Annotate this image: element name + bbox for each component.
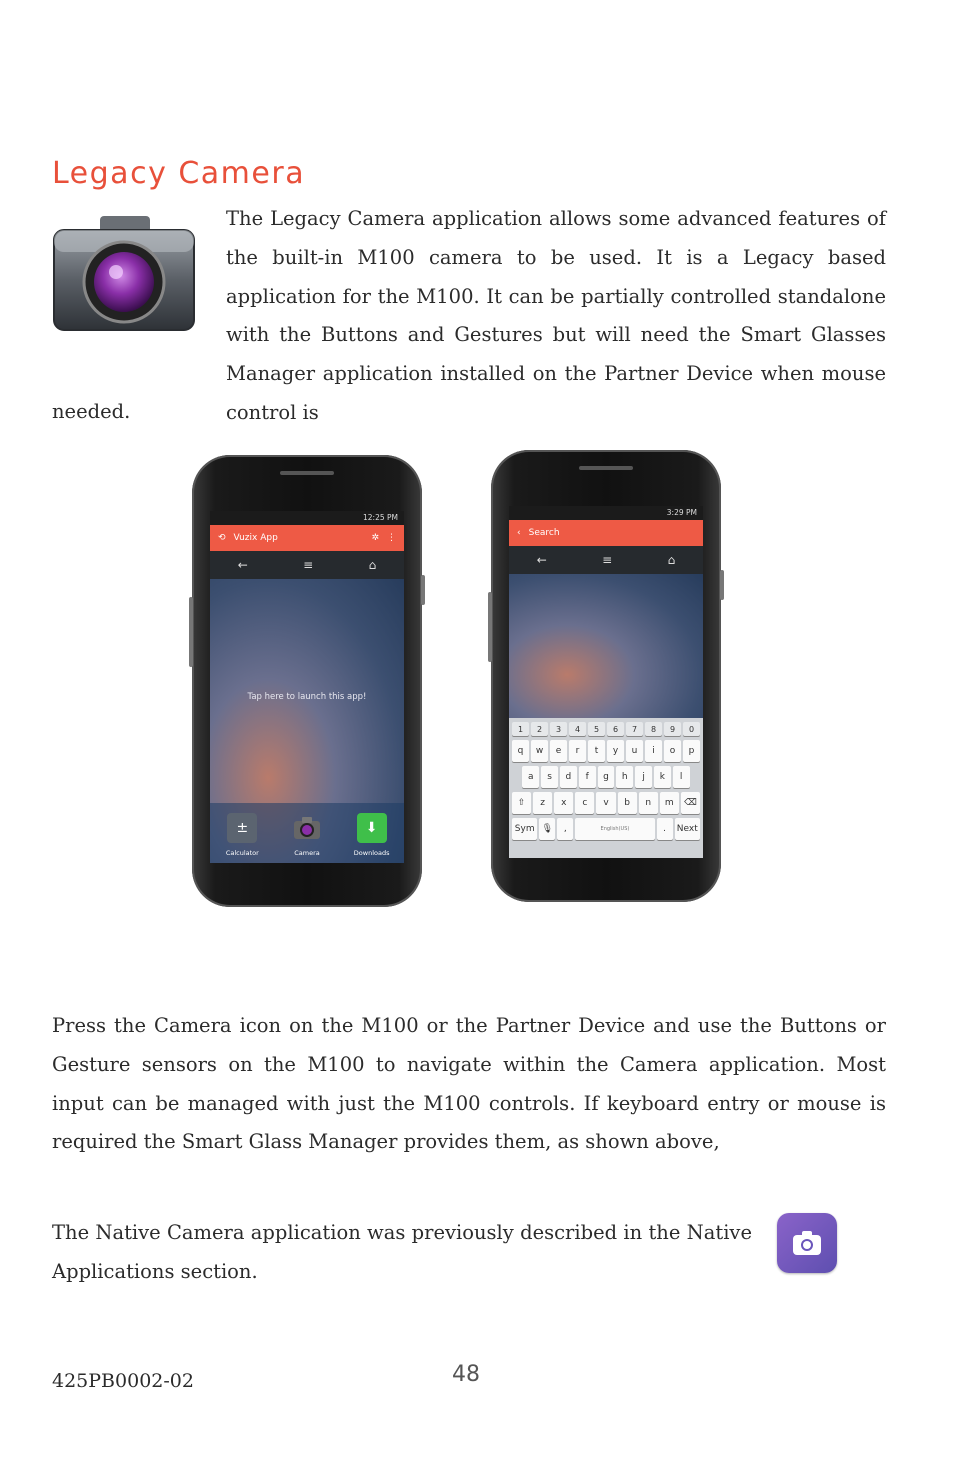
intro-paragraph-tail: needed. (52, 400, 131, 423)
keyboard-bottom-row (512, 818, 700, 840)
dock-app-label: Calculator (225, 849, 259, 857)
keyboard-key[interactable]: m (660, 792, 679, 814)
comma-key[interactable]: , (557, 818, 573, 840)
calculator-icon: ± (227, 813, 257, 843)
download-icon: ⬇ (357, 813, 387, 843)
keyboard-key[interactable]: n (639, 792, 658, 814)
camera-glyph-icon (792, 1230, 822, 1256)
volume-button (488, 592, 492, 662)
page-number: 48 (452, 1362, 480, 1387)
app-dock (210, 803, 404, 863)
app-title: Search (528, 528, 560, 538)
keyboard-key[interactable]: 6 (607, 722, 624, 736)
native-camera-icon (777, 1213, 837, 1273)
nav-bar (509, 546, 703, 574)
keyboard-key[interactable]: 2 (531, 722, 548, 736)
keyboard-key[interactable]: e (550, 740, 567, 762)
menu-icon[interactable]: ≡ (303, 558, 314, 572)
back-chevron-icon[interactable]: ‹ (517, 528, 521, 538)
keyboard-key[interactable]: 9 (664, 722, 681, 736)
keyboard-key[interactable]: u (626, 740, 643, 762)
sym-key[interactable]: Sym (512, 818, 537, 840)
keyboard-key[interactable]: d (560, 766, 577, 788)
volume-button (189, 597, 193, 667)
status-bar (509, 506, 703, 520)
document-number: 425PB0002-02 (52, 1370, 194, 1392)
settings-icon[interactable]: ✲ (371, 533, 379, 543)
keyboard-key[interactable]: 3 (550, 722, 567, 736)
mic-key-icon[interactable]: 🎙 (539, 818, 555, 840)
keyboard-key[interactable]: a (522, 766, 539, 788)
dock-app-downloads[interactable] (347, 813, 397, 857)
keyboard-key[interactable]: w (531, 740, 548, 762)
keyboard-key[interactable]: b (618, 792, 637, 814)
next-key[interactable]: Next (675, 818, 700, 840)
overflow-menu-icon[interactable]: ⋮ (387, 533, 396, 543)
keyboard-key[interactable]: o (664, 740, 681, 762)
section-heading: Legacy Camera (52, 156, 306, 191)
keyboard-key[interactable]: 4 (569, 722, 586, 736)
keyboard-key[interactable]: t (588, 740, 605, 762)
phone-speaker (280, 471, 334, 475)
keyboard-key[interactable]: k (654, 766, 671, 788)
keyboard-key[interactable]: v (596, 792, 615, 814)
keyboard-key[interactable]: q (512, 740, 529, 762)
keyboard-key[interactable]: r (569, 740, 586, 762)
power-button (421, 575, 425, 605)
dock-app-calculator[interactable] (217, 813, 267, 857)
home-icon[interactable]: ⌂ (368, 558, 377, 572)
dock-app-label: Downloads (353, 849, 390, 857)
phone-screen (210, 511, 404, 863)
phone-screen (509, 506, 703, 858)
keyboard-key[interactable]: h (616, 766, 633, 788)
app-title: Vuzix App (233, 533, 278, 543)
camera-icon (292, 813, 322, 843)
phone-search-keyboard (491, 450, 721, 902)
keyboard-key[interactable]: 5 (588, 722, 605, 736)
keyboard-key[interactable]: p (683, 740, 700, 762)
power-button (720, 570, 724, 600)
keyboard-key[interactable]: c (575, 792, 594, 814)
body-paragraph: Press the Camera icon on the M100 or the Partner Device and use the Buttons or Gesture sensors on the M100 to navigate within the Camera application. Most input can be managed with just the M100 controls. If keyboard entry or mouse is required the Smart Glass Manager provides them, as shown above, (52, 1014, 886, 1154)
keyboard-row-3 (512, 792, 700, 814)
keyboard-row-1 (512, 740, 700, 762)
keyboard-key[interactable]: s (541, 766, 558, 788)
vuzix-logo-icon: ⟲ (218, 533, 226, 543)
keyboard-key[interactable]: 1 (512, 722, 529, 736)
keyboard-key[interactable]: ⌫ (681, 792, 700, 814)
menu-icon[interactable]: ≡ (602, 553, 613, 567)
keyboard-row-2 (512, 766, 700, 788)
keyboard-key[interactable]: g (598, 766, 615, 788)
phone-speaker (579, 466, 633, 470)
dock-app-camera[interactable] (282, 813, 332, 857)
keyboard-key[interactable]: ⇧ (512, 792, 531, 814)
back-arrow-icon[interactable]: ← (536, 553, 547, 567)
phone-vuzix-app (192, 455, 422, 907)
keyboard-key[interactable]: x (554, 792, 573, 814)
status-time: 3:29 PM (666, 508, 697, 517)
wallpaper (210, 579, 404, 863)
legacy-camera-icon (52, 212, 196, 332)
keyboard-key[interactable]: 0 (683, 722, 700, 736)
status-time: 12:25 PM (363, 513, 398, 522)
keyboard-key[interactable]: j (635, 766, 652, 788)
keyboard-key[interactable]: 7 (626, 722, 643, 736)
keyboard-key[interactable]: y (607, 740, 624, 762)
app-bar (210, 525, 404, 551)
native-paragraph: The Native Camera application was previously described in the Native Applications section. (52, 1221, 752, 1283)
app-bar (509, 520, 703, 546)
keyboard-key[interactable]: l (673, 766, 690, 788)
nav-bar (210, 551, 404, 579)
period-key[interactable]: . (657, 818, 673, 840)
keyboard-key[interactable]: f (579, 766, 596, 788)
keyboard-key[interactable]: z (533, 792, 552, 814)
wallpaper (509, 574, 703, 718)
home-icon[interactable]: ⌂ (667, 553, 676, 567)
dock-app-label: Camera (294, 849, 320, 857)
tap-hint[interactable]: Tap here to launch this app! (247, 692, 367, 702)
keyboard-number-row (512, 722, 700, 736)
back-arrow-icon[interactable]: ← (237, 558, 248, 572)
space-key[interactable]: English(US) (575, 818, 654, 840)
keyboard-key[interactable]: 8 (645, 722, 662, 736)
keyboard-key[interactable]: i (645, 740, 662, 762)
soft-keyboard (509, 718, 703, 858)
intro-paragraph: The Legacy Camera application allows some advanced features of the built-in M100 camera to be used. It is a Legacy based application for the M100. It can be partially controlled standalone with the Buttons and Gestures but will need the Smart Glasses Manager application installed on the Partner Device when mouse control is (226, 207, 886, 424)
status-bar (210, 511, 404, 525)
